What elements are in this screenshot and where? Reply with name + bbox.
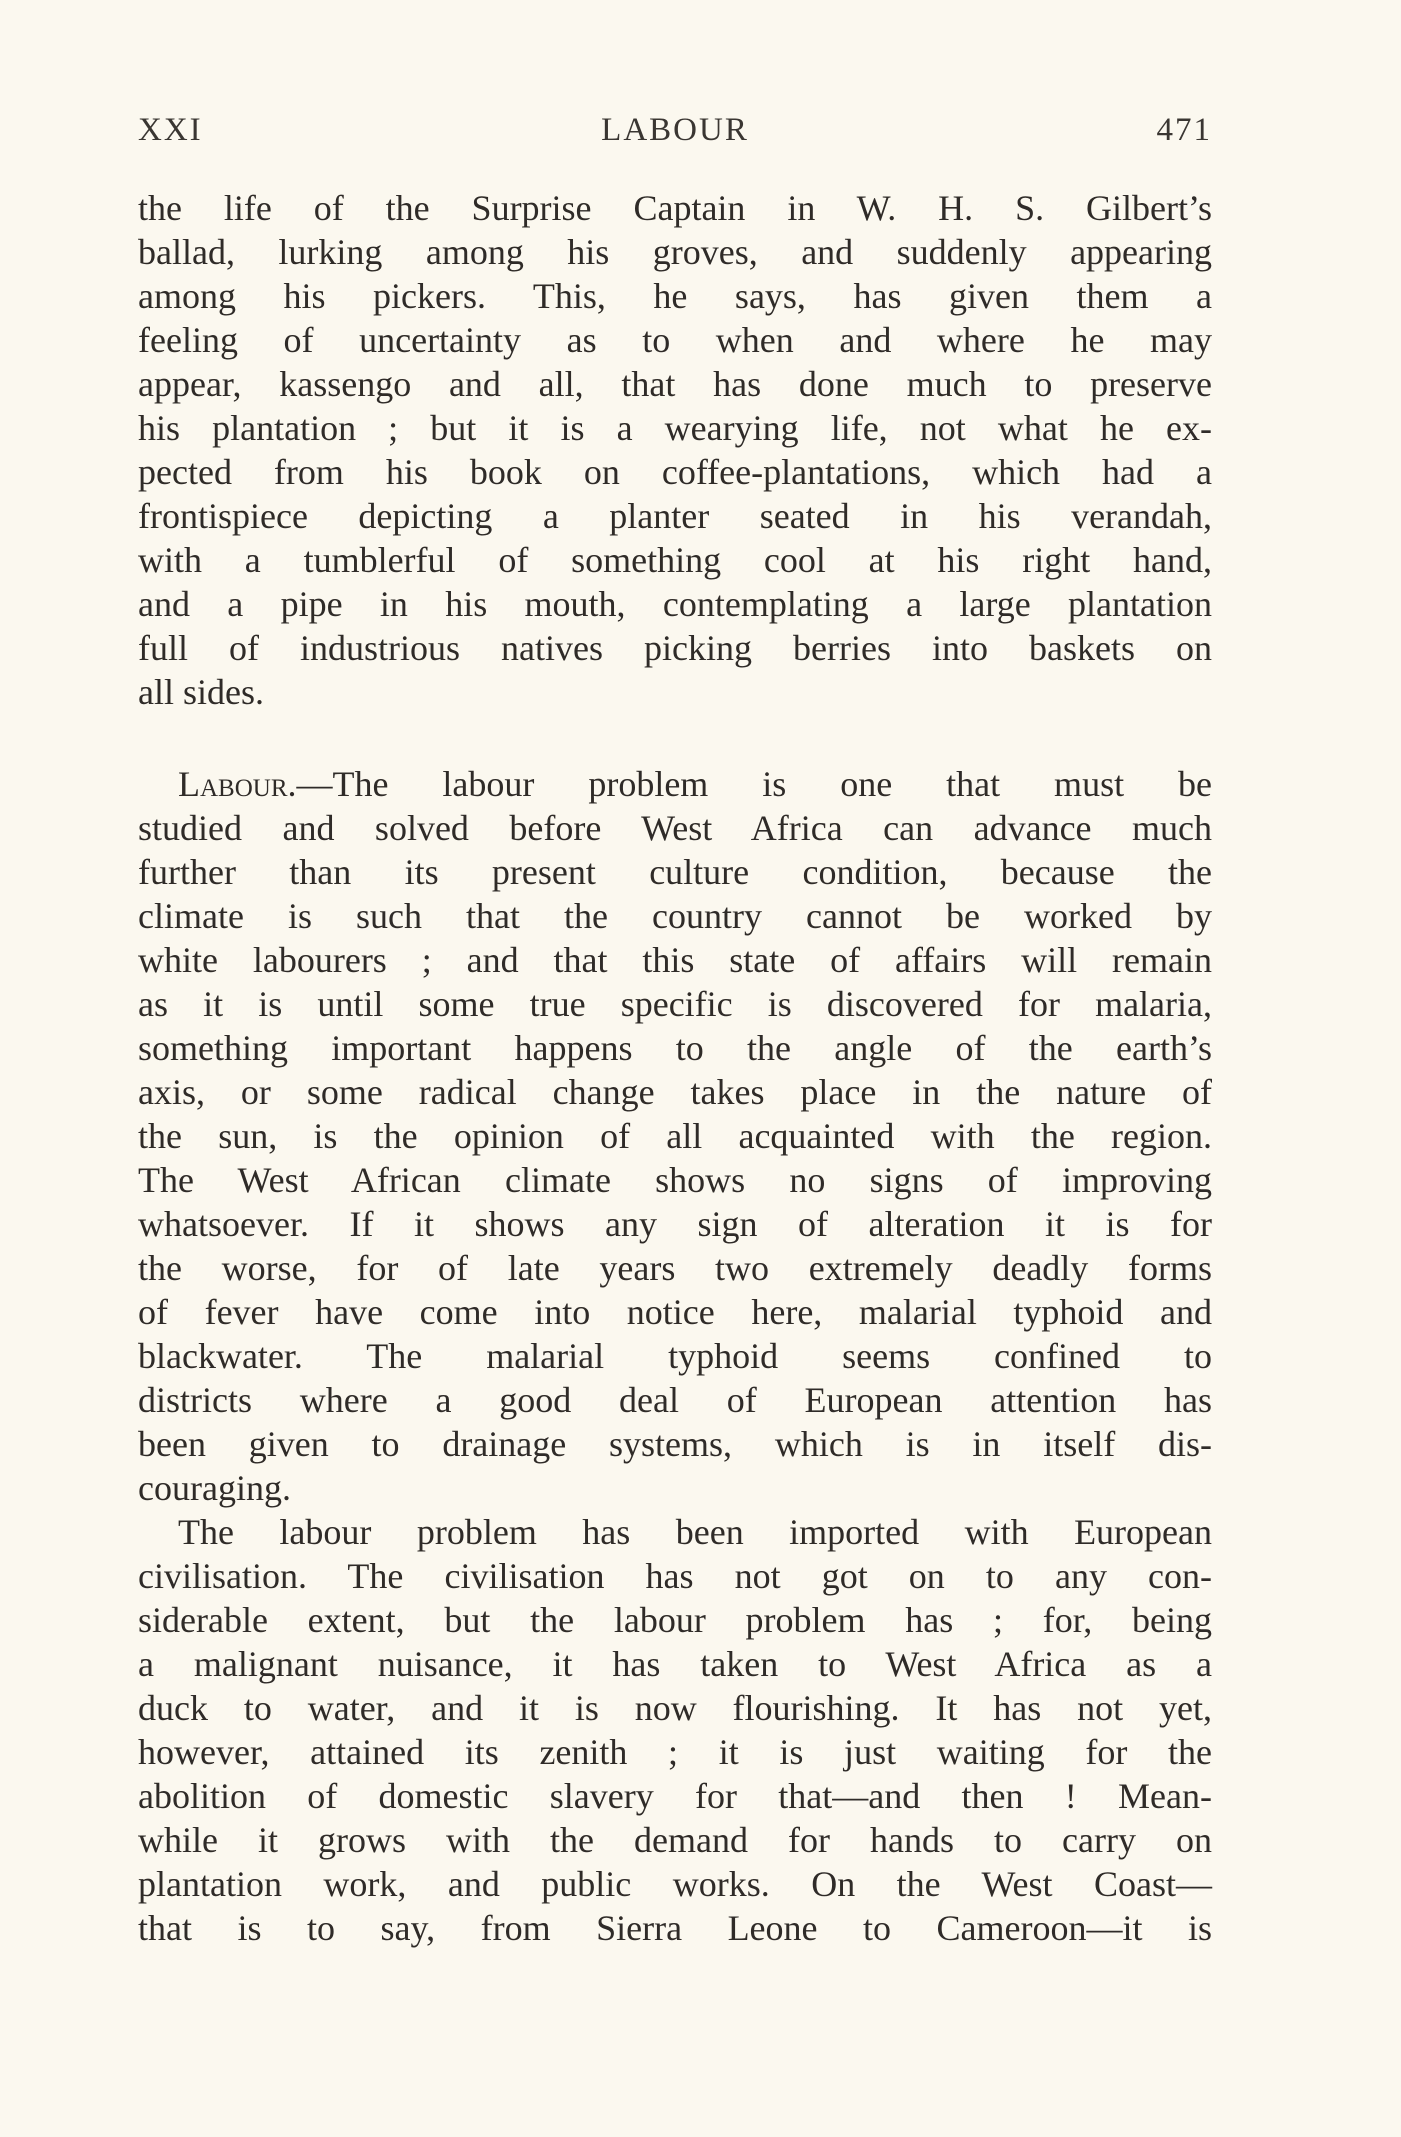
text-line: that is to say, from Sierra Leone to Cameroon—it is: [138, 1908, 1212, 1948]
text-line: blackwater. The malarial typhoid seems confined to: [138, 1336, 1212, 1376]
text-line: and a pipe in his mouth, contemplating a large plantation: [138, 584, 1212, 624]
text-line: abolition of domestic slavery for that—and then ! Mean-: [138, 1776, 1212, 1816]
text-line: full of industrious natives picking berries into baskets on: [138, 628, 1212, 668]
text-line: while it grows with the demand for hands to carry on: [138, 1820, 1212, 1860]
section-first-line-text: —The labour problem is one that must be: [296, 764, 1212, 804]
page-number: 471: [1156, 112, 1212, 148]
text-line: couraging.: [138, 1468, 291, 1508]
text-line: The West African climate shows no signs of improving: [138, 1160, 1212, 1200]
paragraph-first-line: The labour problem has been imported with European: [178, 1512, 1212, 1552]
running-header: [138, 112, 1212, 156]
text-line: the life of the Surprise Captain in W. H. S. Gilbert’s: [138, 188, 1212, 228]
text-line: with a tumblerful of something cool at his right hand,: [138, 540, 1212, 580]
text-line: siderable extent, but the labour problem has ; for, being: [138, 1600, 1212, 1640]
text-line: frontispiece depicting a planter seated in his verandah,: [138, 496, 1212, 536]
text-line: white labourers ; and that this state of affairs will remain: [138, 940, 1212, 980]
text-line: his plantation ; but it is a wearying life, not what he ex-: [138, 408, 1212, 448]
text-line: all sides.: [138, 672, 264, 712]
section-first-line: [178, 762, 1212, 806]
text-line: whatsoever. If it shows any sign of alteration it is for: [138, 1204, 1212, 1244]
text-line: as it is until some true specific is discovered for malaria,: [138, 984, 1212, 1024]
text-line: studied and solved before West Africa can advance much: [138, 808, 1212, 848]
text-line: something important happens to the angle of the earth’s: [138, 1028, 1212, 1068]
text-line: a malignant nuisance, it has taken to West Africa as a: [138, 1644, 1212, 1684]
running-title: LABOUR: [601, 112, 749, 148]
text-line: pected from his book on coffee-plantations, which had a: [138, 452, 1212, 492]
section-heading: Labour.: [178, 764, 297, 804]
text-line: however, attained its zenith ; it is just waiting for the: [138, 1732, 1212, 1772]
text-line: feeling of uncertainty as to when and where he may: [138, 320, 1212, 360]
text-line: the sun, is the opinion of all acquainted with the region.: [138, 1116, 1212, 1156]
text-line: duck to water, and it is now flourishing. It has not yet,: [138, 1688, 1212, 1728]
chapter-number: XXI: [138, 112, 203, 148]
text-line: among his pickers. This, he says, has given them a: [138, 276, 1212, 316]
text-line: appear, kassengo and all, that has done much to preserve: [138, 364, 1212, 404]
text-line: further than its present culture condition, because the: [138, 852, 1212, 892]
text-line: the worse, for of late years two extremely deadly forms: [138, 1248, 1212, 1288]
text-line: ballad, lurking among his groves, and suddenly appearing: [138, 232, 1212, 272]
text-line: axis, or some radical change takes place in the nature of: [138, 1072, 1212, 1112]
text-line: civilisation. The civilisation has not got on to any con-: [138, 1556, 1212, 1596]
text-line: plantation work, and public works. On the West Coast—: [138, 1864, 1212, 1904]
text-line: been given to drainage systems, which is in itself dis-: [138, 1424, 1212, 1464]
text-line: of fever have come into notice here, malarial typhoid and: [138, 1292, 1212, 1332]
text-line: districts where a good deal of European attention has: [138, 1380, 1212, 1420]
text-line: climate is such that the country cannot be worked by: [138, 896, 1212, 936]
